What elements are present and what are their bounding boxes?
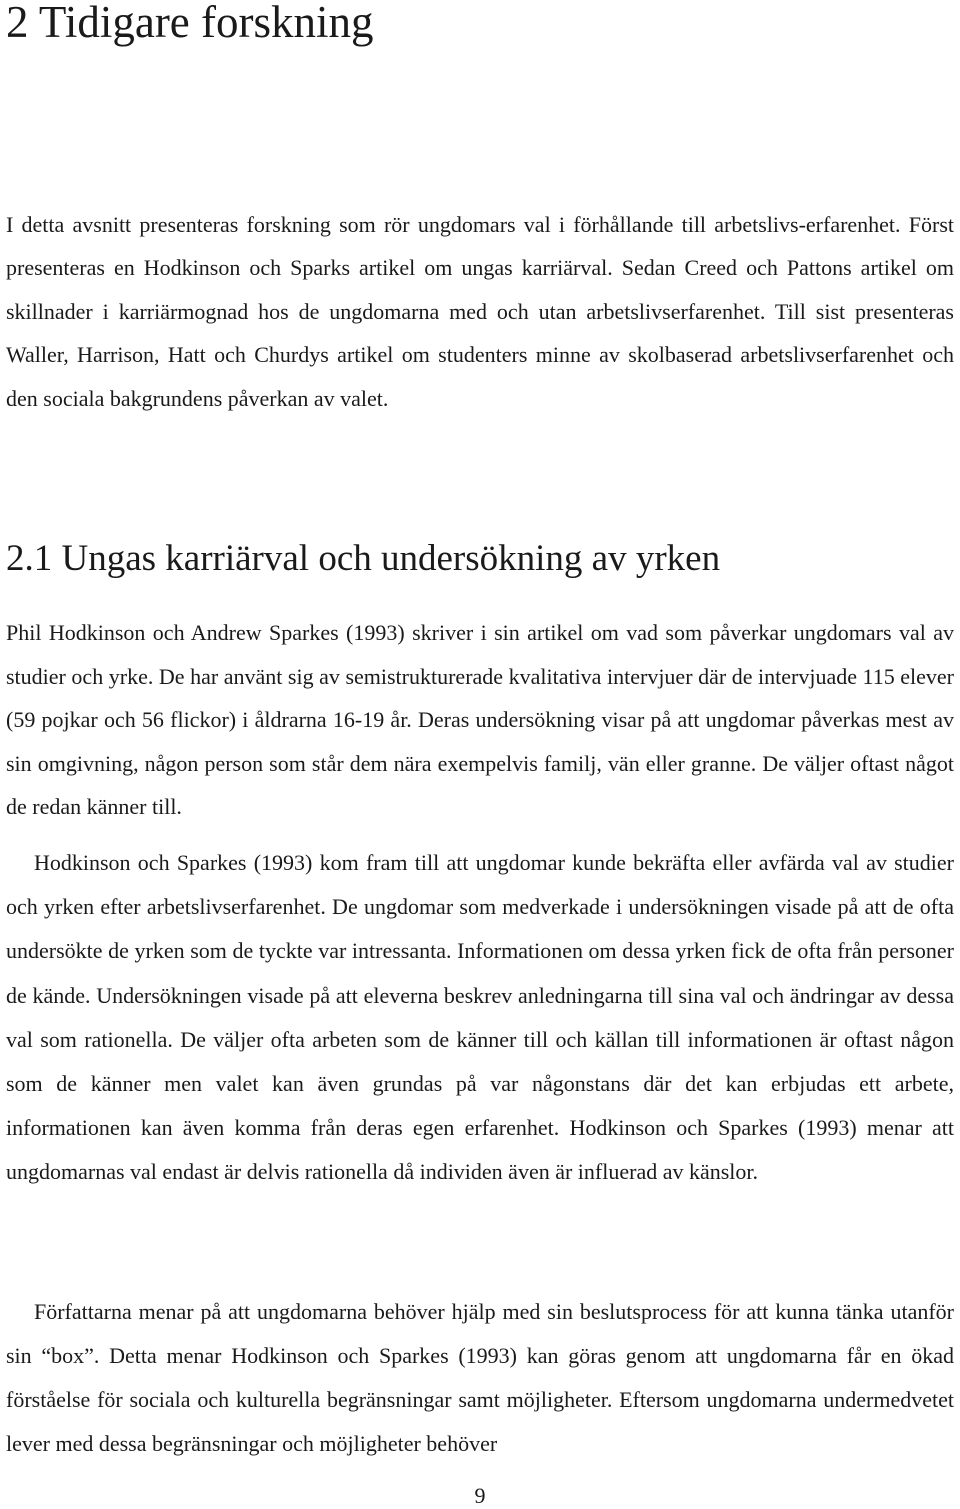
page-number: 9 — [474, 1483, 486, 1508]
chapter-heading: 2 Tidigare forskning — [6, 0, 374, 47]
section-paragraph-2: Hodkinson och Sparkes (1993) kom fram till att ungdomar kunde bekräfta eller avfärda val av studier och yrken efter arbetslivserfarenhet. De ungdomar som medverkade i undersökningen visade på att de ofta undersökte de yrken som de tyckte var intressanta. Informationen om dessa yrken fick de ofta från personer de kände. Undersökningen visade på att eleverna beskrev anledningarna till sina val och ändringar av dessa val som rationella. De väljer ofta arbeten som de känner till och källan till informationen är oftast någon som de känner men valet kan även grundas på var någonstans där det kan erbjudas ett arbete, informationen kan även komma från deras egen erfarenhet. Hodkinson och Sparkes (1993) menar att ungdomarnas val endast är delvis rationella då individen även är influerad av känslor. — [6, 850, 954, 1185]
section-paragraph-1: Phil Hodkinson och Andrew Sparkes (1993) skriver i sin artikel om vad som påverkar ungdomars val av studier och yrke. De har använt sig av semistrukturerade kvalitativa intervjuer där de intervjuade 115 elever (59 pojkar och 56 flickor) i åldrarna 16-19 år. Deras undersökning visar på att ungdomar påverkas mest av sin omgivning, någon person som står dem nära exempelvis familj, vän eller granne. De väljer oftast något de redan känner till. — [6, 620, 954, 820]
section-heading: 2.1 Ungas karriärval och undersökning av yrken — [6, 538, 721, 579]
intro-paragraph: I detta avsnitt presenteras forskning som rör ungdomars val i förhållande till arbetslivs-erfarenhet. Först presenteras en Hodkinson och Sparks artikel om ungas karriärval. Sedan Creed och Pattons artikel om skillnader i karriärmognad hos de ungdomarna med och utan arbetslivserfarenhet. Till sist presenteras Waller, Harrison, Hatt och Churdys artikel om studenters minne av skolbaserad arbetslivserfarenhet och den sociala bakgrundens påverkan av valet. — [6, 212, 954, 411]
section-paragraph-3: Författarna menar på att ungdomarna behöver hjälp med sin beslutsprocess för att kunna tänka utanför sin “box”. Detta menar Hodkinson och Sparkes (1993) kan göras genom att ungdomarna får en ökad förståelse för sociala och kulturella begränsningar samt möjligheter. Eftersom ungdomarna undermedvetet lever med dessa begränsningar och möjligheter behöver — [6, 1299, 954, 1456]
